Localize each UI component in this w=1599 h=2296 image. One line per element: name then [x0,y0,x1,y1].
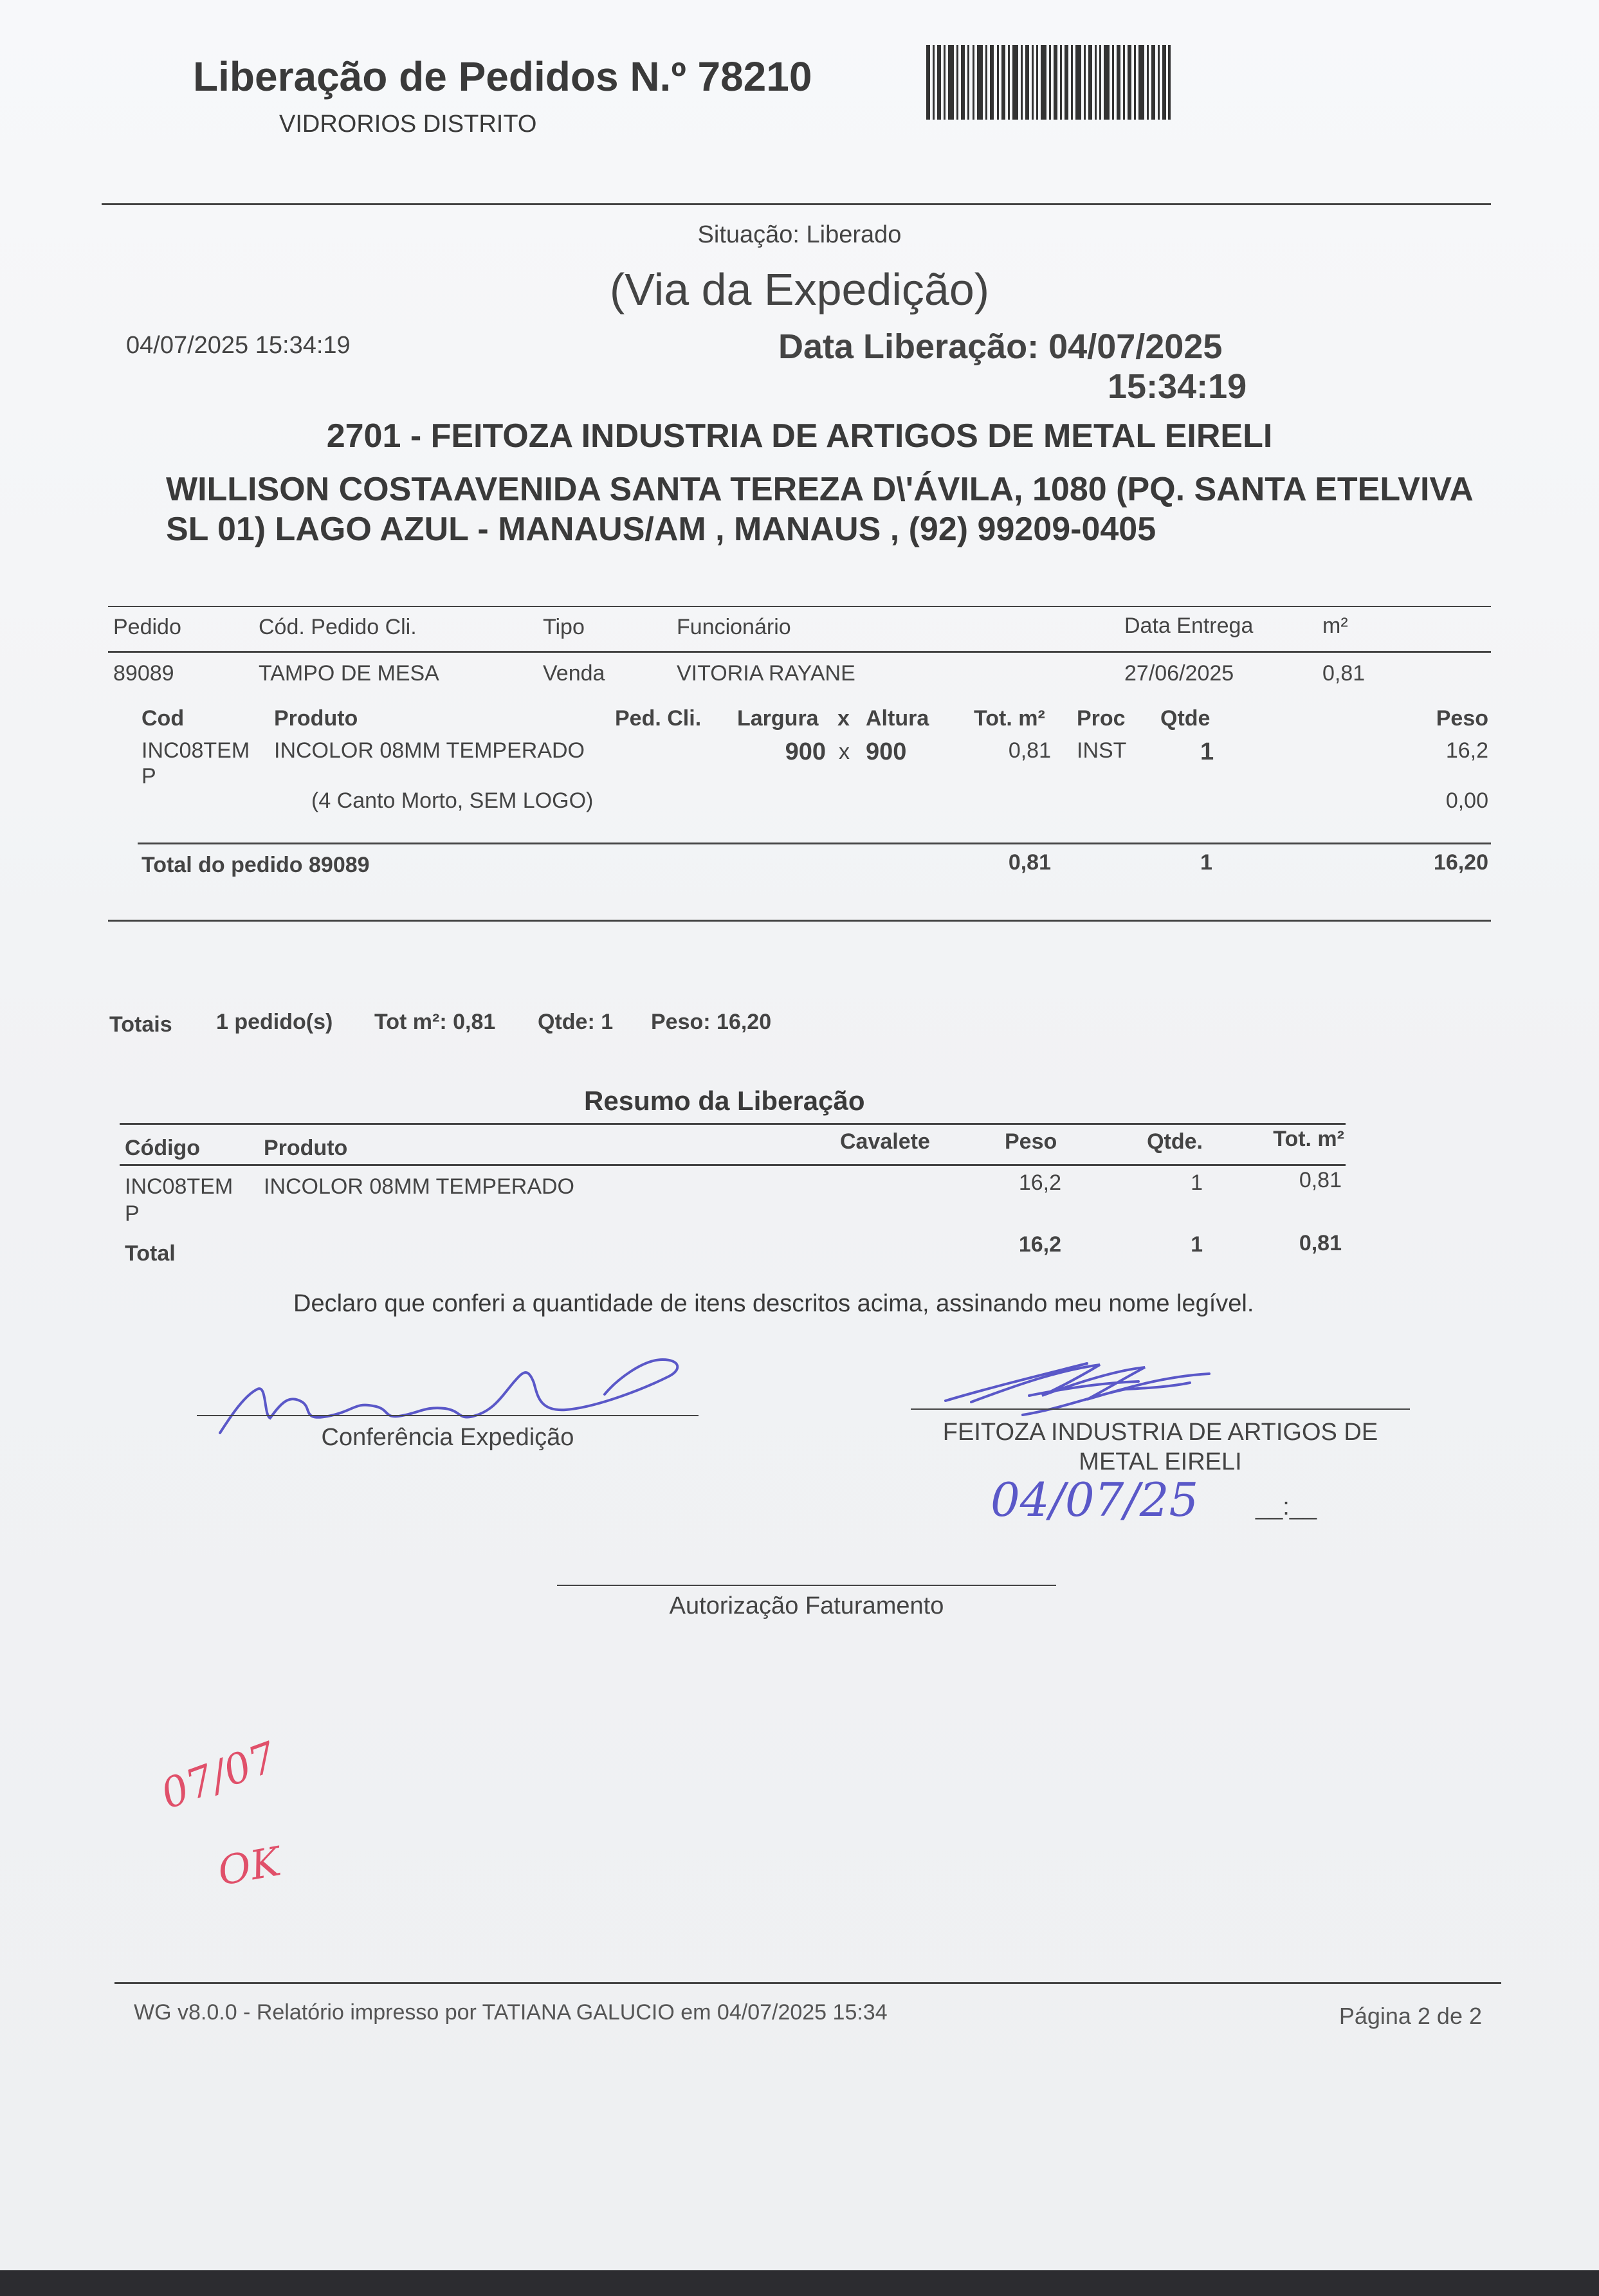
resumo-tot-m2: 0,81 [1299,1168,1342,1192]
handwritten-date: 04/07/25 [991,1473,1199,1527]
signature-line-client [911,1408,1410,1410]
svg-text:OK: OK [214,1837,284,1895]
signature-line-conferencia [197,1415,699,1416]
time-blank: __:__ [1256,1493,1317,1520]
order-m2: 0,81 [1322,661,1366,686]
resumo-codigo-line2: P [125,1201,140,1226]
footer-page-number: Página 2 de 2 [1339,2003,1482,2029]
resumo-total-label: Total [125,1241,176,1266]
col-cod-pedido-cli: Cód. Pedido Cli. [259,615,417,639]
resumo-title: Resumo da Liberação [584,1086,865,1116]
resumo-peso: 16,2 [1018,1171,1061,1195]
item-produto: INCOLOR 08MM TEMPERADO [274,738,585,763]
order-tipo: Venda [543,661,605,686]
totals-peso: Peso: 16,20 [651,1010,772,1034]
col-ped-cli: Ped. Cli. [615,706,702,731]
item-note-peso: 0,00 [1445,788,1488,813]
totals-pedidos: 1 pedido(s) [216,1010,333,1034]
totals-m2: Tot m²: 0,81 [374,1010,496,1034]
resumo-total-m2: 0,81 [1299,1231,1342,1255]
signature-label-conferencia: Conferência Expedição [321,1424,574,1451]
item-cod-line2: P [142,764,156,788]
resumo-col-produto: Produto [264,1136,348,1160]
barcode [926,45,1171,120]
col-cod: Cod [142,706,185,731]
item-largura: 900 [785,738,826,765]
col-peso: Peso [1436,706,1488,731]
declaration-text: Declaro que conferi a quantidade de itens descritos acima, assinando meu nome legível. [293,1290,1254,1317]
col-m2: m² [1322,614,1348,638]
resumo-codigo-line1: INC08TEM [125,1174,233,1199]
printed-timestamp: 04/07/2025 15:34:19 [126,332,351,359]
order-table-top-rule [108,606,1491,607]
order-data-entrega: 27/06/2025 [1124,661,1234,686]
resumo-col-codigo: Código [125,1136,201,1160]
item-x: x [839,740,850,764]
resumo-col-peso: Peso [1005,1129,1057,1154]
resumo-col-qtde: Qtde. [1147,1129,1203,1154]
totals-label: Totais [109,1012,172,1037]
item-tot-m2: 0,81 [1008,738,1051,763]
resumo-produto: INCOLOR 08MM TEMPERADO [264,1174,575,1199]
resumo-header-rule [120,1164,1346,1166]
col-altura: Altura [866,706,929,731]
order-funcionario: VITORIA RAYANE [677,661,855,686]
svg-text:07/07: 07/07 [155,1733,283,1819]
order-cod-pedido-cli: TAMPO DE MESA [259,661,439,686]
item-qtde: 1 [1200,738,1214,765]
handwritten-note [147,1691,352,1897]
col-largura: Largura [737,706,819,731]
document-title: Liberação de Pedidos N.º 78210 [193,53,812,100]
resumo-qtde: 1 [1191,1171,1203,1195]
col-produto: Produto [274,706,358,731]
footer-rule [114,1982,1501,1984]
order-pedido: 89089 [113,661,174,686]
signature-line-autorizacao [557,1585,1056,1586]
order-total-rule [138,843,1491,844]
order-total-qtde: 1 [1200,850,1212,875]
client-name: 2701 - FEITOZA INDUSTRIA DE ARTIGOS DE METAL EIRELI [326,417,1273,455]
col-data-entrega: Data Entrega [1124,614,1254,638]
col-proc: Proc [1077,706,1126,731]
item-proc: INST [1077,738,1127,763]
signature-client [933,1351,1267,1428]
resumo-total-peso: 16,2 [1018,1232,1061,1257]
col-x: x [837,706,850,731]
signature-label-client: FEITOZA INDUSTRIA DE ARTIGOS DE METAL EIRELI [942,1419,1378,1475]
col-qtde: Qtde [1160,706,1211,731]
company-name: VIDRORIOS DISTRITO [279,111,537,138]
resumo-total-qtde: 1 [1191,1232,1203,1257]
order-total-m2: 0,81 [1008,850,1051,875]
signature-label-autorizacao: Autorização Faturamento [669,1592,944,1619]
item-peso: 16,2 [1445,738,1488,763]
order-total-label: Total do pedido 89089 [142,853,370,877]
col-funcionario: Funcionário [677,615,791,639]
liberacao-time: 15:34:19 [1108,367,1247,406]
via-label: (Via da Expedição) [609,264,990,314]
resumo-top-rule [120,1123,1346,1125]
status-situacao: Situação: Liberado [697,221,902,248]
footer-left: WG v8.0.0 - Relatório impresso por TATIANA GALUCIO em 04/07/2025 15:34 [134,2000,888,2025]
col-pedido: Pedido [113,615,181,639]
order-table-header-rule [108,651,1491,653]
resumo-col-tot-m2: Tot. m² [1273,1127,1344,1151]
header-divider [102,203,1491,205]
col-tot-m2: Tot. m² [974,706,1045,731]
order-total-peso: 16,20 [1433,850,1488,875]
col-tipo: Tipo [543,615,585,639]
totals-qtde: Qtde: 1 [538,1010,614,1034]
item-note: (4 Canto Morto, SEM LOGO) [311,788,594,813]
liberacao-date: Data Liberação: 04/07/2025 [778,327,1223,366]
order-table-bottom-rule [108,920,1491,922]
item-altura: 900 [866,738,907,765]
scan-bottom-edge [0,2270,1599,2296]
resumo-col-cavalete: Cavalete [840,1129,930,1154]
client-address: WILLISON COSTAAVENIDA SANTA TEREZA D\'ÁVILA, 1080 (PQ. SANTA ETELVIVA SL 01) LAGO AZUL - MANAUS/AM , MANAUS , (92) 99209-0405 [166,471,1472,548]
item-cod-line1: INC08TEM [142,738,250,763]
